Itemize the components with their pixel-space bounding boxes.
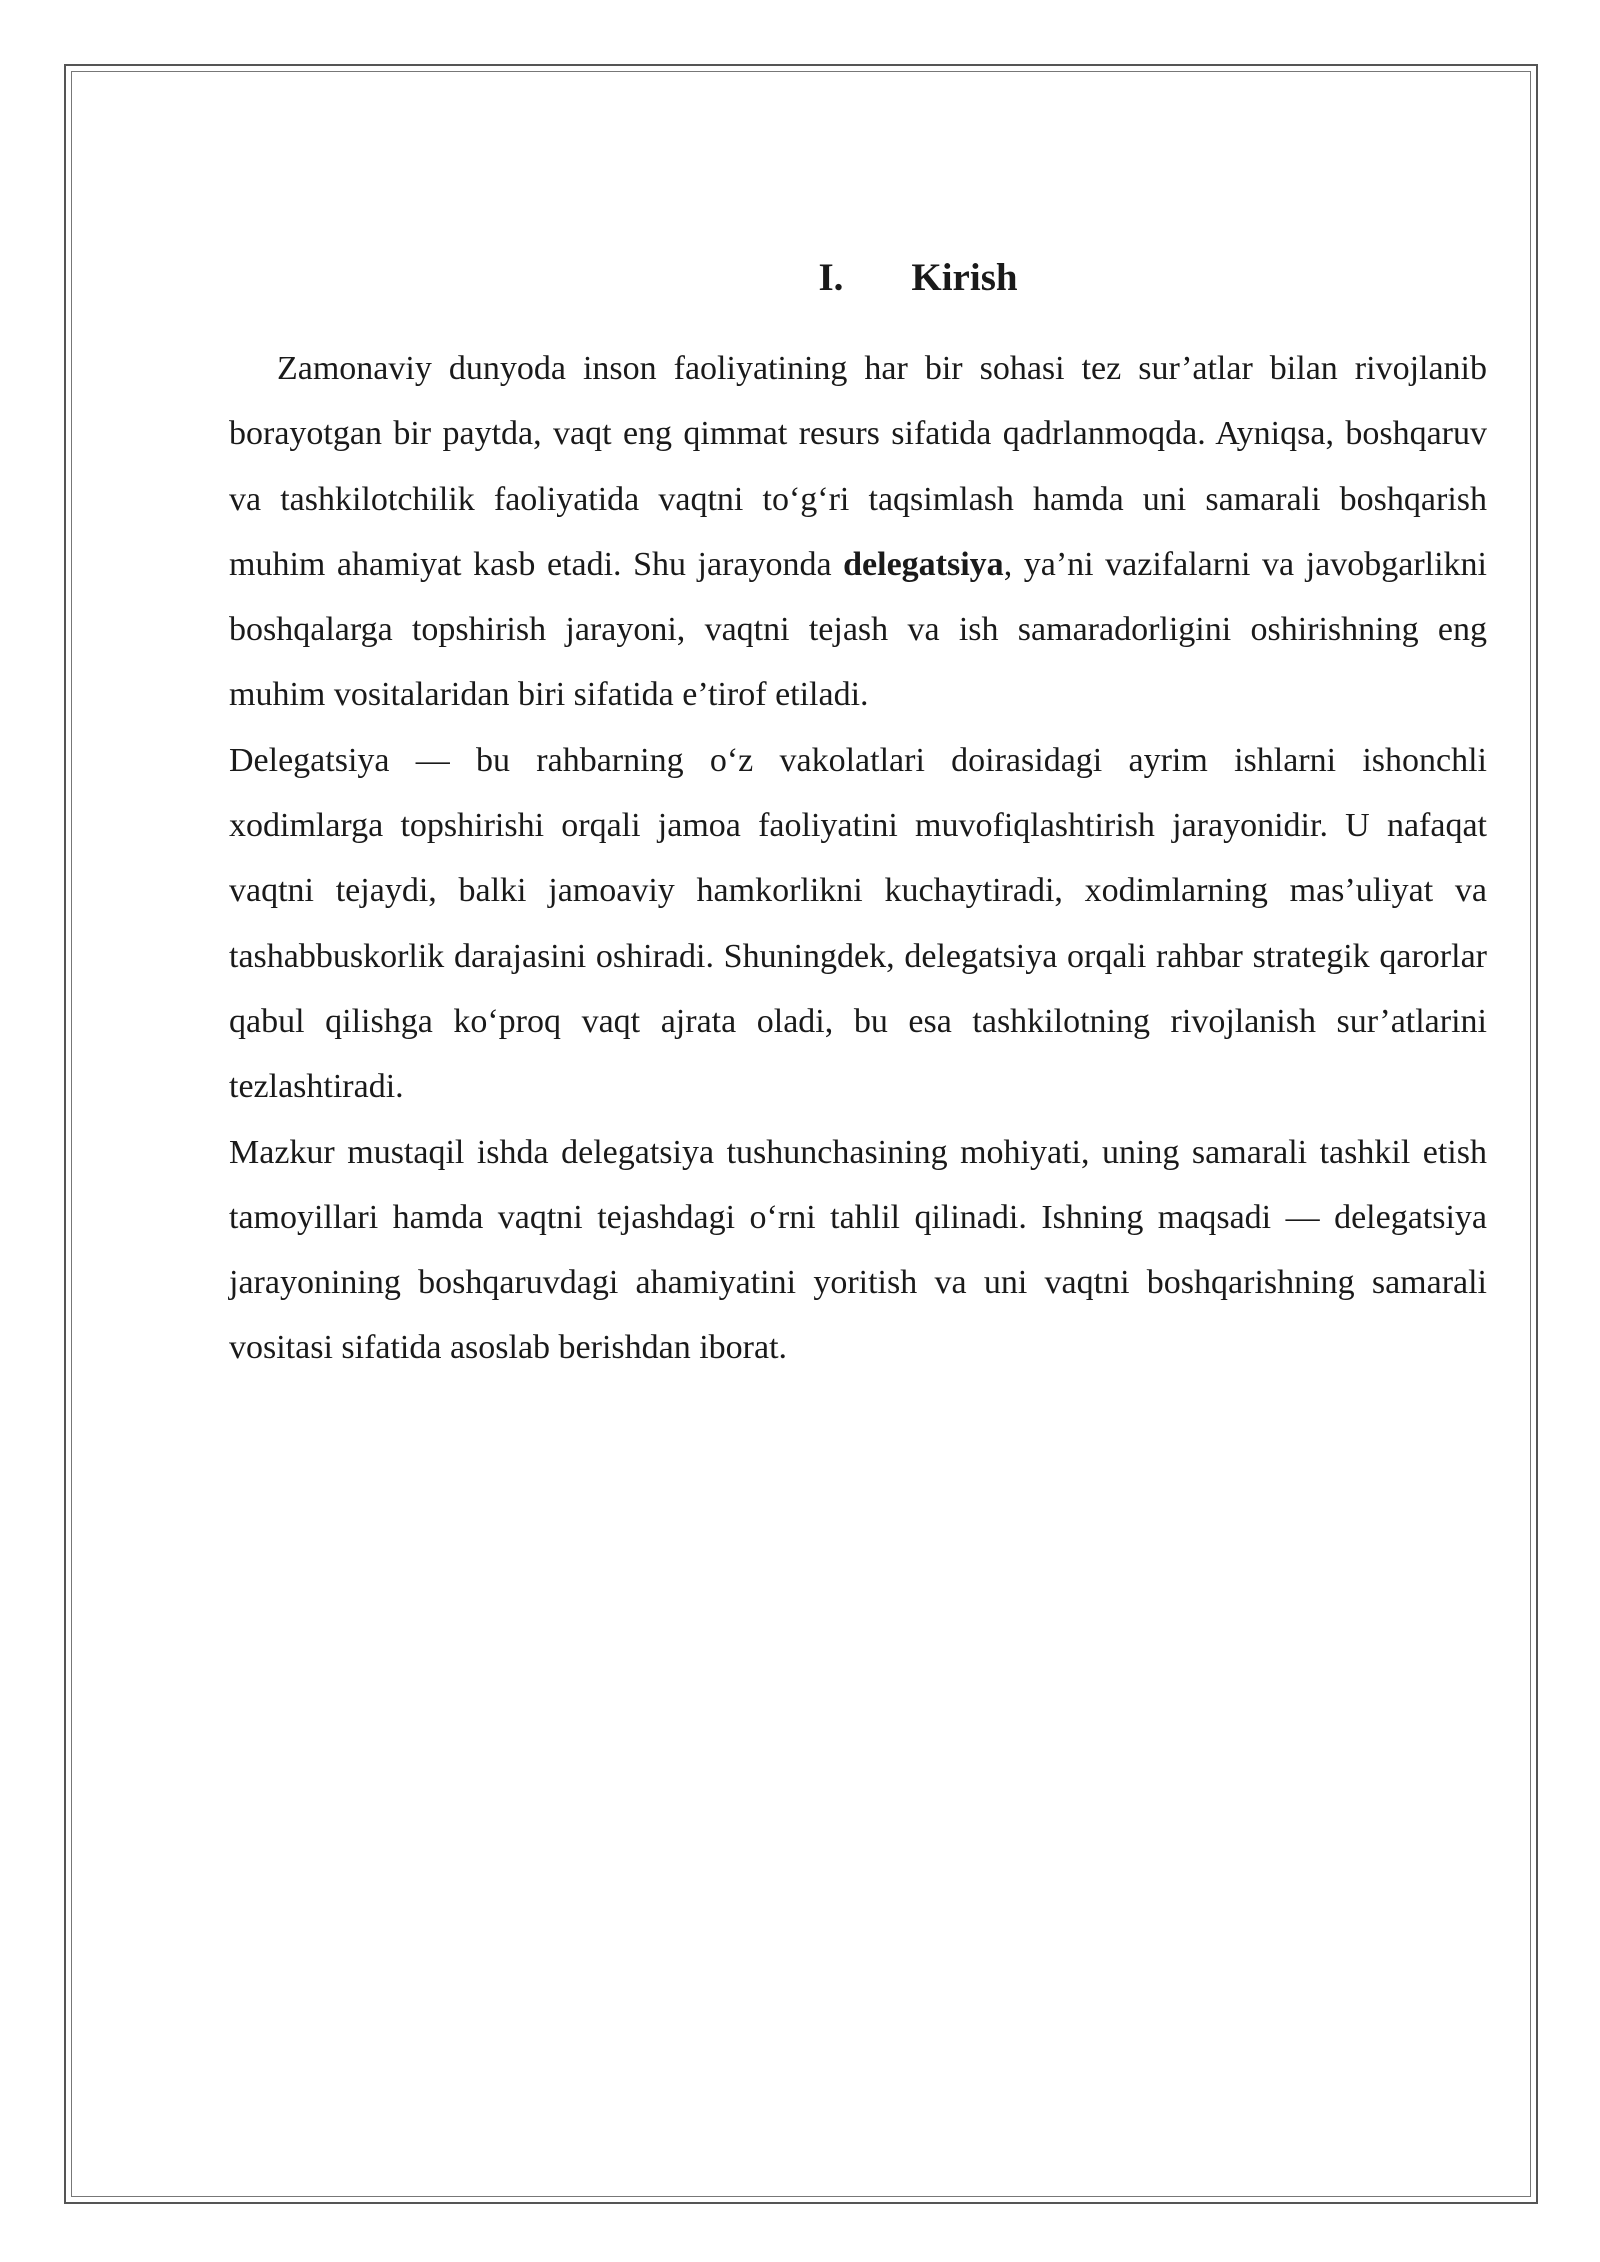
paragraph-intro-text-end: , ya’ni vazifalarni va javobgarlikni boshqalarga topshirish jarayoni, vaqtni tejash va ish samaradorligini oshirishning eng muhim vositalaridan biri sifatida e’tirof etiladi.	[229, 545, 1487, 714]
document-body	[229, 248, 1487, 1381]
paragraph-delegation-definition: Delegatsiya — bu rahbarning o‘z vakolatlari doirasidagi ayrim ishlarni ishonchli xodimlarga topshirishi orqali jamoa faoliyatini muvofiqlashtirish jarayonidir. U nafaqat vaqtni tejaydi, balki jamoaviy hamkorlikni kuchaytiradi, xodimlarning mas’uliyat va tashabbuskorlik darajasini oshiradi. Shuningdek, delegatsiya orqali rahbar strategik qarorlar qabul qilishga ko‘proq vaqt ajrata oladi, bu esa tashkilotning rivojlanish sur’atlarini tezlashtiradi.	[229, 741, 1487, 1106]
section-title: Kirish	[911, 256, 1018, 299]
section-number: I.	[818, 256, 844, 299]
paragraph-work-purpose: Mazkur mustaqil ishda delegatsiya tushunchasining mohiyati, uning samarali tashkil etish tamoyillari hamda vaqtni tejashdagi o‘rni tahlil qilinadi. Ishning maqsadi — delegatsiya jarayonining boshqaruvdagi ahamiyatini yoritish va uni vaqtni boshqarishning samarali vositasi sifatida asoslab berishdan iborat.	[229, 1133, 1487, 1367]
section-heading	[229, 248, 1487, 308]
paragraph-intro-text-start: Zamonaviy dunyoda inson faoliyatining har bir sohasi tez sur’atlar bilan rivojlanib borayotgan bir paytda, vaqt eng qimmat resurs sifatida qadrlanmoqda. Ayniqsa, boshqaruv va tashkilotchilik faoliyatida vaqtni to‘g‘ri taqsimlash hamda uni samarali boshqarish muhim ahamiyat kasb etadi. Shu jarayonda	[229, 350, 1487, 583]
bold-term: delegatsiya	[843, 545, 1004, 583]
paragraph-intro	[229, 336, 1487, 728]
